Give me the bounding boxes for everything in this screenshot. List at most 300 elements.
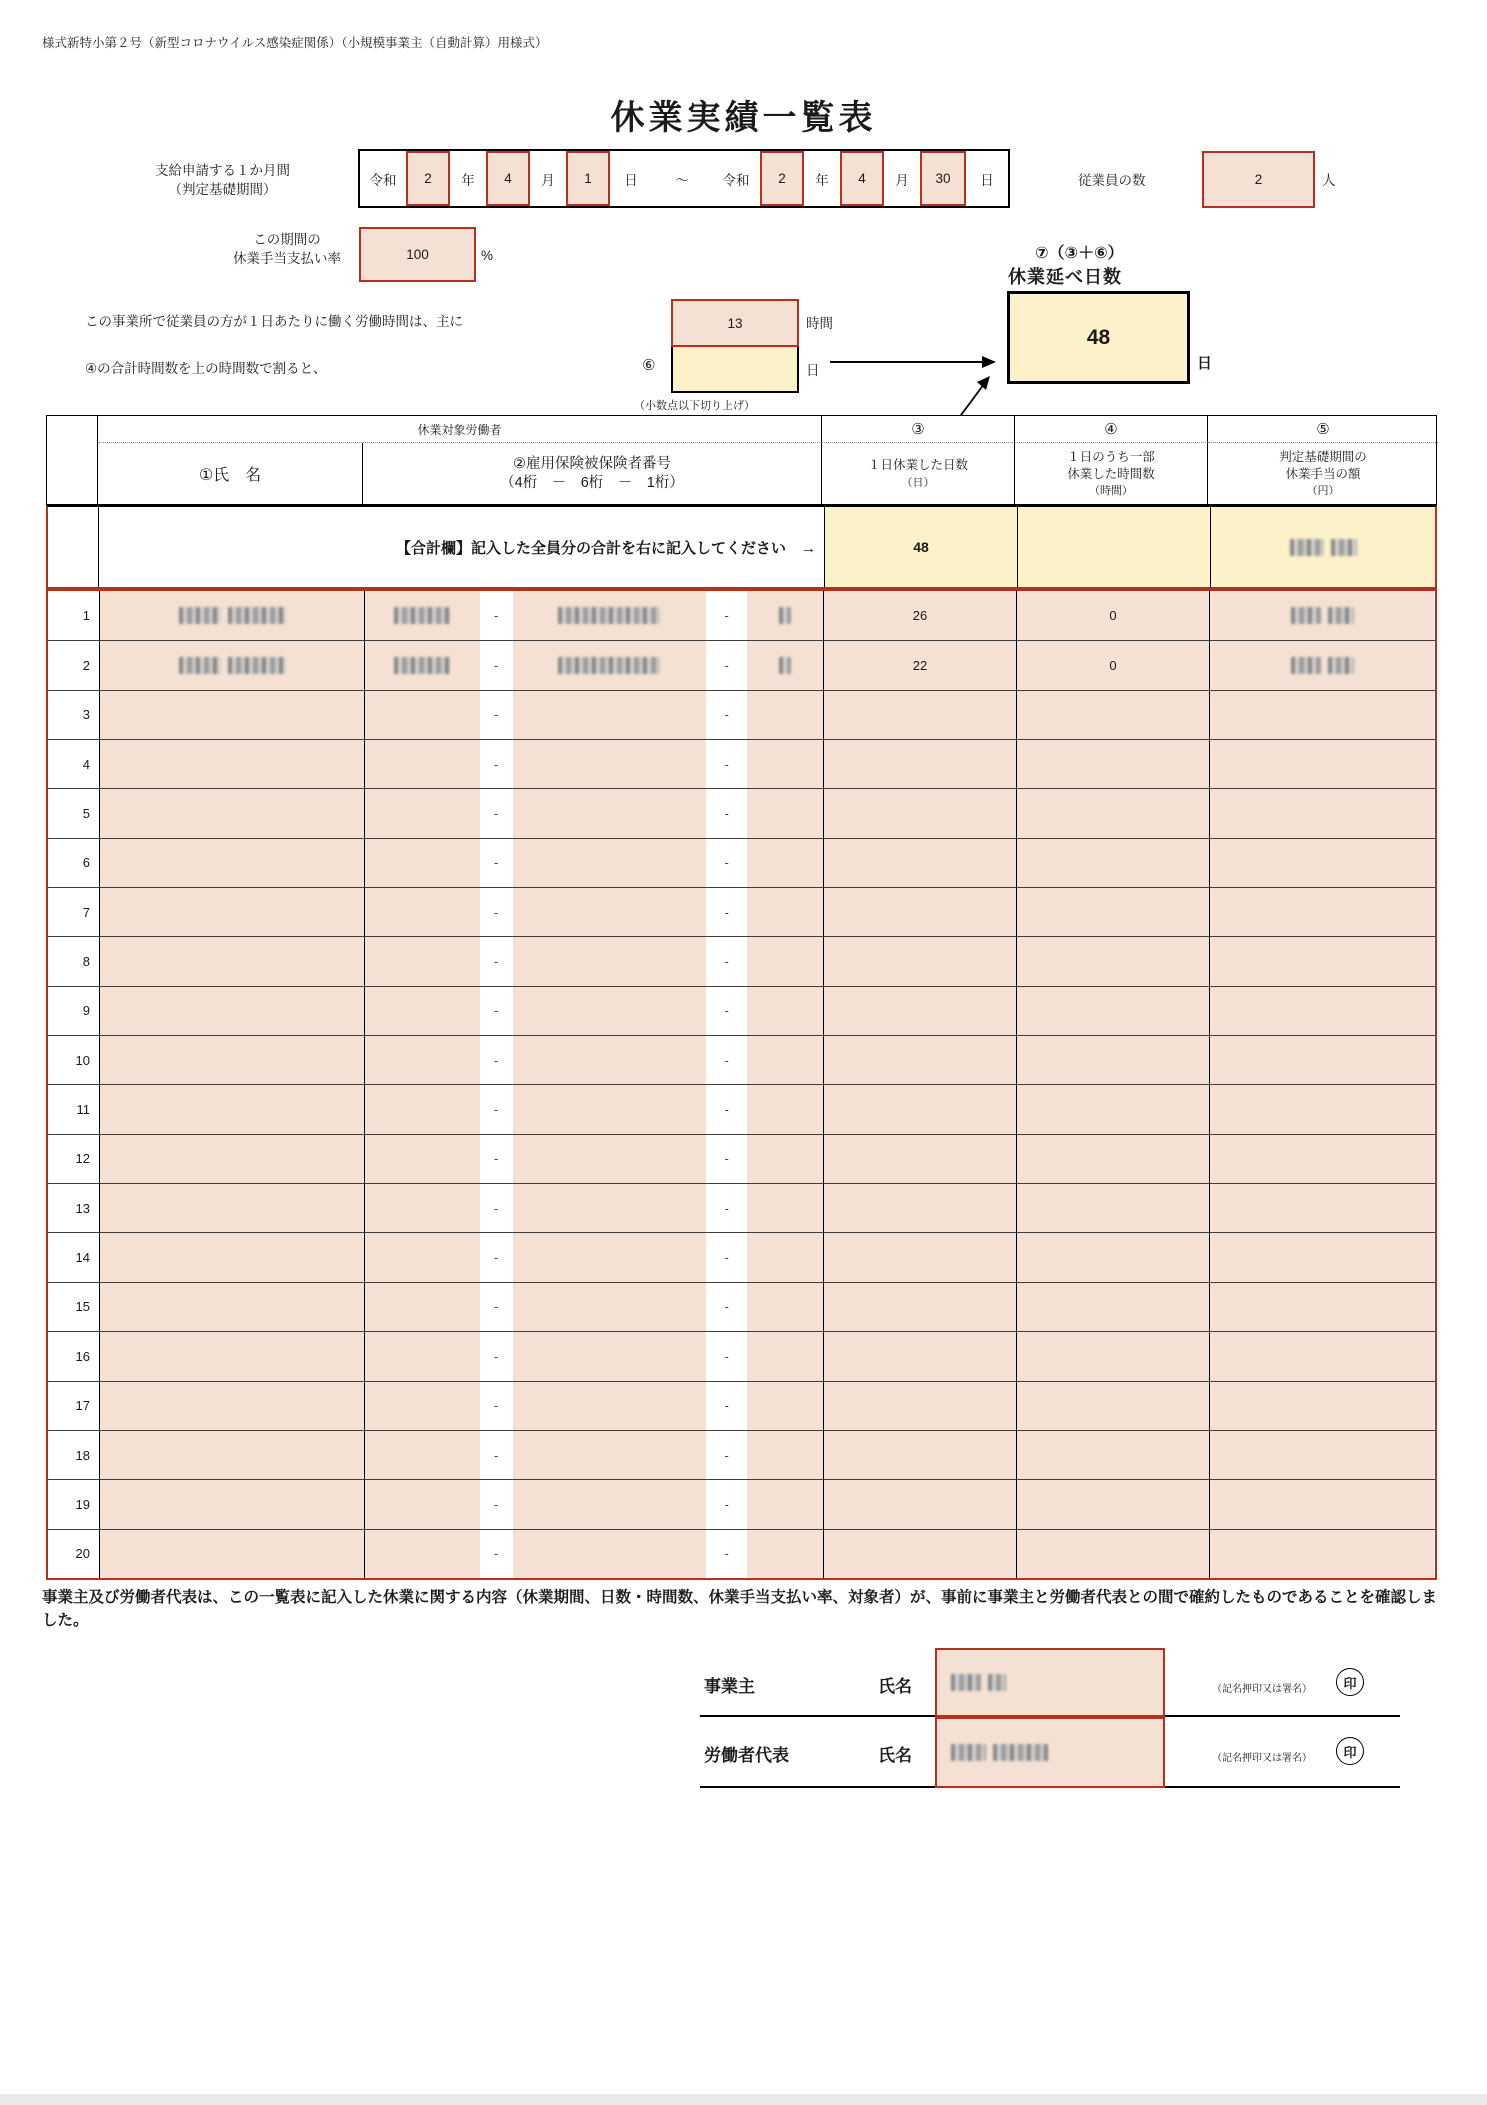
- daily-hours-unit: 時間: [806, 316, 833, 331]
- insurance-number-part1[interactable]: [365, 591, 480, 640]
- days-closed-field[interactable]: [823, 1036, 1016, 1084]
- number-separator: -: [706, 1480, 747, 1528]
- insurance-number-part1[interactable]: [365, 1135, 480, 1183]
- total-days-field[interactable]: 48: [1007, 291, 1190, 384]
- number-separator: -: [480, 1135, 513, 1183]
- insurance-number-part3[interactable]: [747, 937, 823, 985]
- worker-name-field[interactable]: [99, 1085, 364, 1133]
- row-number: 16: [48, 1332, 99, 1380]
- signer-role-label: 事業主: [704, 1677, 755, 1696]
- row-number: 3: [48, 691, 99, 739]
- number-separator: -: [480, 1480, 513, 1528]
- worker-name-field[interactable]: [99, 691, 364, 739]
- insurance-number-part1[interactable]: [365, 1480, 480, 1528]
- rate-unit: %: [481, 248, 494, 263]
- partial-hours-field[interactable]: [1016, 1135, 1209, 1183]
- table-row: [48, 1183, 1435, 1232]
- insurance-number-part1[interactable]: [365, 1283, 480, 1331]
- number-separator: -: [480, 1184, 513, 1232]
- table-row: [48, 887, 1435, 936]
- row-number: 19: [48, 1480, 99, 1528]
- insurance-number-part3[interactable]: [747, 1431, 823, 1479]
- insurance-number-part3[interactable]: [747, 1085, 823, 1133]
- insurance-number-part1[interactable]: [365, 1332, 480, 1380]
- insurance-number-field[interactable]: [364, 1530, 823, 1578]
- insurance-number-field[interactable]: [364, 1382, 823, 1430]
- row-number: 17: [48, 1382, 99, 1430]
- insurance-number-part2[interactable]: [513, 1036, 707, 1084]
- daily-hours-field[interactable]: 13: [671, 299, 799, 347]
- partial-hours-field[interactable]: [1016, 1332, 1209, 1380]
- table-row: [48, 1134, 1435, 1183]
- partial-hours-field[interactable]: 0: [1016, 591, 1209, 640]
- total-days-label: 休業延べ日数: [1008, 267, 1122, 287]
- rounding-note: （小数点以下切り上げ）: [634, 400, 755, 412]
- row-number: 5: [48, 789, 99, 837]
- table-row: [48, 986, 1435, 1035]
- header-days-column: １日休業した日数 （日）: [822, 443, 1015, 504]
- employees-label: 従業員の数: [1078, 173, 1146, 188]
- total-days-formula: ⑦（③＋⑥）: [1035, 245, 1124, 262]
- insurance-number-part2[interactable]: [513, 1382, 707, 1430]
- number-separator: -: [706, 1530, 747, 1578]
- days-closed-field[interactable]: [823, 1184, 1016, 1232]
- days-closed-field[interactable]: [823, 937, 1016, 985]
- insurance-number-part1[interactable]: [365, 641, 480, 689]
- row-number: 20: [48, 1530, 99, 1578]
- insurance-number-part3[interactable]: [747, 1332, 823, 1380]
- days-closed-field[interactable]: [823, 839, 1016, 887]
- insurance-number-field[interactable]: [364, 1480, 823, 1528]
- insurance-number-part2[interactable]: [513, 1085, 707, 1133]
- number-separator: -: [706, 839, 747, 887]
- table-row: [48, 1084, 1435, 1133]
- number-separator: -: [706, 641, 747, 689]
- insurance-number-part1[interactable]: [365, 1184, 480, 1232]
- table-header: [46, 415, 1437, 505]
- insurance-number-part3[interactable]: [747, 1135, 823, 1183]
- table-row: [48, 838, 1435, 887]
- number-separator: -: [706, 740, 747, 788]
- table-row: [48, 788, 1435, 837]
- row-number: 7: [48, 888, 99, 936]
- insurance-number-field[interactable]: [364, 888, 823, 936]
- allowance-amount-field[interactable]: [1209, 1233, 1434, 1281]
- insurance-number-part2[interactable]: [513, 1530, 707, 1578]
- row-number: 10: [48, 1036, 99, 1084]
- allowance-amount-field[interactable]: [1209, 1283, 1434, 1331]
- allowance-amount-field[interactable]: [1209, 1036, 1434, 1084]
- insurance-number-part3[interactable]: [747, 839, 823, 887]
- days-closed-field[interactable]: [823, 1283, 1016, 1331]
- insurance-number-field[interactable]: [364, 1332, 823, 1380]
- days-closed-field[interactable]: [823, 1332, 1016, 1380]
- form-code: 様式新特小第２号（新型コロナウイルス感染症関係）（小規模事業主（自動計算）用様式）: [42, 36, 548, 50]
- insurance-number-field[interactable]: [364, 1085, 823, 1133]
- days-closed-field[interactable]: [823, 1233, 1016, 1281]
- insurance-number-part2[interactable]: [513, 740, 707, 788]
- worker-name-field[interactable]: [99, 789, 364, 837]
- insurance-number-part1[interactable]: [365, 839, 480, 887]
- row-number: 1: [48, 591, 99, 640]
- partial-hours-field[interactable]: [1016, 1085, 1209, 1133]
- insurance-number-part2[interactable]: [513, 789, 707, 837]
- insurance-number-part3[interactable]: [747, 1036, 823, 1084]
- partial-hours-field[interactable]: [1016, 888, 1209, 936]
- worker-name-field[interactable]: [99, 1283, 364, 1331]
- row-number: 12: [48, 1135, 99, 1183]
- insurance-number-part3[interactable]: [747, 1530, 823, 1578]
- insurance-number-part2[interactable]: [513, 1332, 707, 1380]
- start-year-unit: 年: [461, 172, 475, 188]
- insurance-number-part3[interactable]: [747, 789, 823, 837]
- number-separator: -: [706, 937, 747, 985]
- partial-hours-field[interactable]: [1016, 937, 1209, 985]
- worker-name-field[interactable]: [99, 1382, 364, 1430]
- partial-hours-field[interactable]: [1016, 1480, 1209, 1528]
- days-closed-field[interactable]: [823, 1530, 1016, 1578]
- worker-name-field[interactable]: [99, 1184, 364, 1232]
- insurance-number-part2[interactable]: [513, 937, 707, 985]
- insurance-number-field[interactable]: [364, 789, 823, 837]
- certification-statement: 事業主及び労働者代表は、この一覧表に記入した休業に関する内容（休業期間、日数・時間数、休業手当支払い率、対象者）が、事前に事業主と労働者代表との間で確約したものであることを確認しました。: [42, 1589, 1438, 1630]
- seal-mark-icon: 印: [1336, 1668, 1364, 1696]
- redacted-number-part2: [558, 657, 660, 674]
- partial-hours-field[interactable]: [1016, 987, 1209, 1035]
- employees-unit: 人: [1322, 173, 1336, 188]
- table-row: [48, 936, 1435, 985]
- table-row: [48, 690, 1435, 739]
- number-separator: -: [480, 591, 513, 640]
- insurance-number-part1[interactable]: [365, 1530, 480, 1578]
- number-separator: -: [706, 591, 747, 640]
- insurance-number-field[interactable]: [364, 1233, 823, 1281]
- end-month-unit: 月: [895, 172, 909, 188]
- row-number: 9: [48, 987, 99, 1035]
- worker-name-field[interactable]: [99, 839, 364, 887]
- insurance-number-part1[interactable]: [365, 888, 480, 936]
- name-field-label: 氏名: [878, 1677, 912, 1696]
- redacted-number-part3: [779, 607, 791, 624]
- end-day-unit: 日: [980, 172, 994, 188]
- allowance-amount-field[interactable]: [1209, 1184, 1434, 1232]
- insurance-number-part3[interactable]: [747, 740, 823, 788]
- partial-hours-field[interactable]: [1016, 1431, 1209, 1479]
- days-closed-field[interactable]: [823, 789, 1016, 837]
- insurance-number-part3[interactable]: [747, 1184, 823, 1232]
- number-separator: -: [706, 789, 747, 837]
- start-month-unit: 月: [541, 172, 555, 188]
- allowance-amount-field[interactable]: [1209, 1530, 1434, 1578]
- number-separator: -: [480, 987, 513, 1035]
- insurance-number-part1[interactable]: [365, 740, 480, 788]
- days-closed-field[interactable]: [823, 1085, 1016, 1133]
- row-number: 6: [48, 839, 99, 887]
- row-number: 11: [48, 1085, 99, 1133]
- start-day-unit: 日: [624, 172, 638, 188]
- partial-hours-field[interactable]: [1016, 740, 1209, 788]
- days-closed-field[interactable]: [823, 1480, 1016, 1528]
- total-days-unit: 日: [1197, 355, 1213, 372]
- partial-hours-field[interactable]: [1016, 1283, 1209, 1331]
- period-tilde: ～: [675, 172, 689, 188]
- worker-name-field[interactable]: [99, 1233, 364, 1281]
- number-separator: -: [480, 937, 513, 985]
- insurance-number-part3[interactable]: [747, 1480, 823, 1528]
- worker-name-field[interactable]: [99, 740, 364, 788]
- partial-hours-field[interactable]: [1016, 789, 1209, 837]
- working-hours-line2: ④の合計時間数を上の時間数で割ると、: [85, 361, 327, 376]
- insurance-number-part3[interactable]: [747, 1283, 823, 1331]
- rate-field[interactable]: 100: [359, 227, 476, 282]
- insurance-number-part1[interactable]: [365, 1233, 480, 1281]
- row-number: 4: [48, 740, 99, 788]
- insurance-number-part1[interactable]: [365, 937, 480, 985]
- insurance-number-field[interactable]: [364, 641, 823, 689]
- insurance-number-part2[interactable]: [513, 1135, 707, 1183]
- insurance-number-part2[interactable]: [513, 691, 707, 739]
- rate-label: この期間の 休業手当支払い率: [233, 232, 341, 266]
- table-row: [48, 1331, 1435, 1380]
- number-separator: -: [480, 740, 513, 788]
- table-row: [48, 1282, 1435, 1331]
- allowance-amount-field[interactable]: [1209, 789, 1434, 837]
- allowance-amount-field[interactable]: [1209, 839, 1434, 887]
- partial-hours-field[interactable]: [1016, 691, 1209, 739]
- row-number: 13: [48, 1184, 99, 1232]
- days-closed-field[interactable]: [823, 1431, 1016, 1479]
- header-mark-3: ③: [822, 416, 1015, 443]
- partial-hours-field[interactable]: [1016, 1233, 1209, 1281]
- page-title: 休業実績一覧表: [610, 99, 877, 137]
- insurance-number-part1[interactable]: [365, 691, 480, 739]
- row-number: 18: [48, 1431, 99, 1479]
- header-allowance-column: 判定基礎期間の 休業手当の額 （円）: [1279, 450, 1367, 497]
- number-separator: -: [480, 1085, 513, 1133]
- insurance-number-part1[interactable]: [365, 1085, 480, 1133]
- days-closed-field[interactable]: [823, 1135, 1016, 1183]
- insurance-number-part1[interactable]: [365, 789, 480, 837]
- table-row: [48, 1232, 1435, 1281]
- insurance-number-part1[interactable]: [365, 1431, 480, 1479]
- table-row: [48, 1529, 1435, 1578]
- number-separator: -: [706, 1085, 747, 1133]
- allowance-amount-field[interactable]: [1209, 1085, 1434, 1133]
- period-date-strip: [358, 149, 1010, 208]
- redacted-number-part1: [394, 657, 450, 674]
- number-separator: -: [480, 1233, 513, 1281]
- era-start-label: 令和: [369, 172, 397, 188]
- partial-hours-field[interactable]: 0: [1016, 641, 1209, 689]
- days-closed-field[interactable]: [823, 987, 1016, 1035]
- worker-name-field[interactable]: [99, 987, 364, 1035]
- table-body: [46, 589, 1437, 1580]
- worker-name-field[interactable]: [99, 1036, 364, 1084]
- insurance-number-part2[interactable]: [513, 1184, 707, 1232]
- end-month-field[interactable]: 4: [840, 151, 884, 206]
- six-mark: ⑥: [642, 357, 656, 374]
- insurance-number-part2[interactable]: [513, 641, 707, 689]
- insurance-number-part1[interactable]: [365, 1382, 480, 1430]
- redacted-amount: [1291, 657, 1354, 674]
- number-separator: -: [706, 1135, 747, 1183]
- redacted-number-part1: [394, 607, 450, 624]
- insurance-number-field[interactable]: [364, 839, 823, 887]
- worker-name-field[interactable]: [99, 1332, 364, 1380]
- number-separator: -: [706, 888, 747, 936]
- worker-name-field[interactable]: [99, 937, 364, 985]
- insurance-number-part2[interactable]: [513, 1283, 707, 1331]
- insurance-number-part3[interactable]: [747, 1382, 823, 1430]
- allowance-amount-field[interactable]: [1209, 937, 1434, 985]
- total-days-sum-field[interactable]: 48: [825, 507, 1018, 587]
- days-closed-field[interactable]: 26: [823, 591, 1016, 640]
- total-row-number-cell: [48, 507, 99, 587]
- number-separator: -: [480, 1431, 513, 1479]
- seal-mark-icon: 印: [1336, 1737, 1364, 1765]
- insurance-number-part2[interactable]: [513, 591, 707, 640]
- number-separator: -: [480, 691, 513, 739]
- worker-name-field[interactable]: [99, 591, 364, 640]
- employer-name-field[interactable]: [935, 1648, 1165, 1717]
- header-corner-cell: [47, 416, 98, 504]
- days-closed-field[interactable]: [823, 691, 1016, 739]
- days-closed-field[interactable]: [823, 888, 1016, 936]
- row-number: 2: [48, 641, 99, 689]
- page-bottom-edge: [0, 2094, 1487, 2105]
- insurance-number-field[interactable]: [364, 1135, 823, 1183]
- signature-note: （記名押印又は署名）: [1212, 1753, 1312, 1764]
- number-separator: -: [706, 1184, 747, 1232]
- redacted-worker-name: [179, 657, 286, 674]
- allowance-amount-field[interactable]: [1209, 888, 1434, 936]
- insurance-number-field[interactable]: [364, 987, 823, 1035]
- insurance-number-part3[interactable]: [747, 888, 823, 936]
- allowance-amount-field[interactable]: [1209, 691, 1434, 739]
- allowance-amount-field[interactable]: [1209, 1480, 1434, 1528]
- insurance-number-part1[interactable]: [365, 987, 480, 1035]
- number-separator: -: [480, 1382, 513, 1430]
- partial-hours-field[interactable]: [1016, 1036, 1209, 1084]
- number-separator: -: [706, 1283, 747, 1331]
- employees-field[interactable]: 2: [1202, 151, 1315, 208]
- row-number: 14: [48, 1233, 99, 1281]
- number-separator: -: [480, 1283, 513, 1331]
- header-name-column: ①氏 名: [98, 443, 363, 504]
- worker-name-field[interactable]: [99, 888, 364, 936]
- number-separator: -: [706, 1233, 747, 1281]
- days-closed-field[interactable]: 22: [823, 641, 1016, 689]
- insurance-number-part3[interactable]: [747, 1233, 823, 1281]
- insurance-number-field[interactable]: [364, 937, 823, 985]
- redacted-amount: [1291, 607, 1354, 624]
- insurance-number-field[interactable]: [364, 1184, 823, 1232]
- start-year-field[interactable]: 2: [406, 151, 450, 206]
- insurance-number-field[interactable]: [364, 591, 823, 640]
- worker-name-field[interactable]: [99, 1135, 364, 1183]
- insurance-number-part2[interactable]: [513, 839, 707, 887]
- allowance-amount-field[interactable]: [1209, 1135, 1434, 1183]
- insurance-number-part3[interactable]: [747, 987, 823, 1035]
- days-closed-field[interactable]: [823, 1382, 1016, 1430]
- allowance-amount-field[interactable]: [1209, 1431, 1434, 1479]
- allowance-amount-field[interactable]: [1209, 1332, 1434, 1380]
- header-insurance-number-column: ②雇用保険被保険者番号 （4桁 － 6桁 － 1桁）: [363, 443, 822, 504]
- worker-name-field[interactable]: [99, 641, 364, 689]
- start-month-field[interactable]: 4: [486, 151, 530, 206]
- header-group-workers: 休業対象労働者: [98, 416, 822, 443]
- insurance-number-part2[interactable]: [513, 1233, 707, 1281]
- total-partial-hours-field[interactable]: [1018, 507, 1211, 587]
- number-separator: -: [706, 987, 747, 1035]
- allowance-amount-field[interactable]: [1209, 1382, 1434, 1430]
- allowance-amount-field[interactable]: [1209, 987, 1434, 1035]
- worker-name-field[interactable]: [99, 1530, 364, 1578]
- allowance-amount-field[interactable]: [1209, 641, 1434, 689]
- start-day-field[interactable]: 1: [566, 151, 610, 206]
- era-end-label: 令和: [722, 172, 750, 188]
- number-separator: -: [480, 641, 513, 689]
- insurance-number-part3[interactable]: [747, 691, 823, 739]
- insurance-number-part2[interactable]: [513, 987, 707, 1035]
- insurance-number-field[interactable]: [364, 1036, 823, 1084]
- working-hours-line1: この事業所で従業員の方が１日あたりに働く労働時間は、主に: [85, 314, 463, 329]
- end-day-field[interactable]: 30: [920, 151, 966, 206]
- partial-hours-field[interactable]: [1016, 1184, 1209, 1232]
- redacted-employer-name: [951, 1674, 1006, 1691]
- number-separator: -: [480, 1036, 513, 1084]
- partial-hours-field[interactable]: [1016, 1382, 1209, 1430]
- total-row: [46, 505, 1437, 589]
- number-separator: -: [706, 1332, 747, 1380]
- number-separator: -: [706, 1036, 747, 1084]
- signature-row-worker-rep: [700, 1717, 1400, 1788]
- partial-hours-field[interactable]: [1016, 1530, 1209, 1578]
- worker-name-field[interactable]: [99, 1431, 364, 1479]
- insurance-number-field[interactable]: [364, 691, 823, 739]
- header-partial-hours-column: １日のうち一部 休業した時間数 （時間）: [1015, 443, 1208, 504]
- allowance-amount-field[interactable]: [1209, 591, 1434, 640]
- partial-hours-field[interactable]: [1016, 839, 1209, 887]
- header-mark-4: ④: [1015, 416, 1208, 443]
- days-closed-field[interactable]: [823, 740, 1016, 788]
- allowance-amount-field[interactable]: [1209, 740, 1434, 788]
- insurance-number-part2[interactable]: [513, 1431, 707, 1479]
- worker-name-field[interactable]: [99, 1480, 364, 1528]
- insurance-number-part2[interactable]: [513, 1480, 707, 1528]
- redacted-number-part3: [779, 657, 791, 674]
- insurance-number-part2[interactable]: [513, 888, 707, 936]
- signature-note: （記名押印又は署名）: [1212, 1684, 1312, 1695]
- total-allowance-field[interactable]: [1211, 507, 1435, 587]
- total-row-label: 【合計欄】記入した全員分の合計を右に記入してください →: [99, 507, 825, 587]
- worker-rep-name-field[interactable]: [935, 1717, 1165, 1788]
- insurance-number-part3[interactable]: [747, 591, 823, 640]
- six-field[interactable]: [671, 347, 799, 393]
- insurance-number-field[interactable]: [364, 1283, 823, 1331]
- insurance-number-field[interactable]: [364, 1431, 823, 1479]
- table-row: [48, 1479, 1435, 1528]
- insurance-number-field[interactable]: [364, 740, 823, 788]
- header-mark-5: ⑤: [1208, 416, 1438, 443]
- insurance-number-part1[interactable]: [365, 1036, 480, 1084]
- name-field-label: 氏名: [878, 1746, 912, 1765]
- end-year-field[interactable]: 2: [760, 151, 804, 206]
- number-separator: -: [480, 789, 513, 837]
- redacted-worker-rep-name: [951, 1744, 1048, 1761]
- insurance-number-part3[interactable]: [747, 641, 823, 689]
- number-separator: -: [480, 888, 513, 936]
